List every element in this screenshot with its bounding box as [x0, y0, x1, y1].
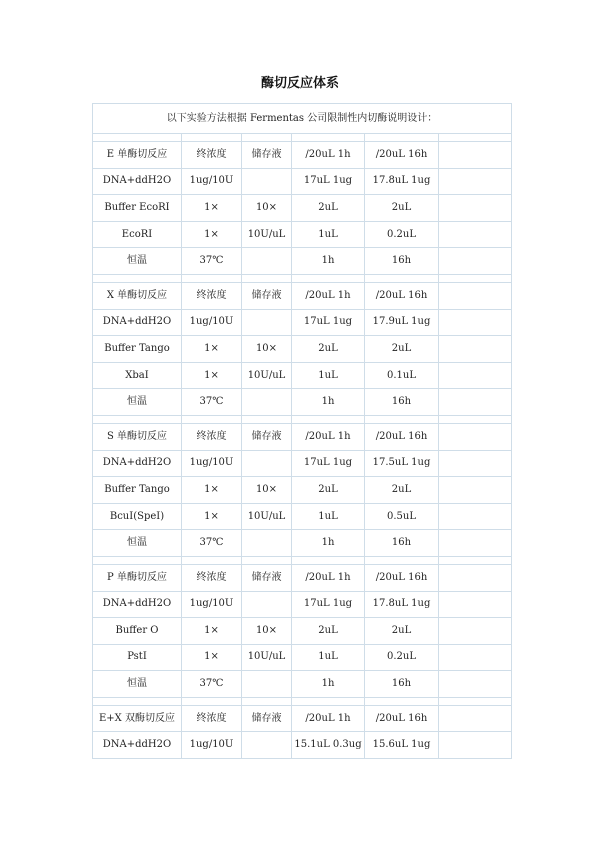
cell-extra — [439, 618, 512, 645]
cell-vol-16h: 2uL — [365, 477, 439, 504]
cell-vol-1h: 1h — [292, 530, 365, 557]
table-row — [93, 168, 512, 195]
cell-vol-16h: /20uL 16h — [365, 423, 439, 450]
cell-stock — [242, 450, 292, 477]
separator-cell — [93, 415, 182, 423]
cell-stock: 10U/uL — [242, 221, 292, 248]
cell-extra — [439, 282, 512, 309]
separator-cell — [182, 556, 242, 564]
cell-stock: 储存液 — [242, 423, 292, 450]
cell-final-conc: 1× — [182, 362, 242, 389]
cell-vol-16h: 0.2uL — [365, 221, 439, 248]
section-separator — [93, 697, 512, 705]
cell-vol-16h: 0.1uL — [365, 362, 439, 389]
cell-vol-1h: 17uL 1ug — [292, 591, 365, 618]
cell-final-conc: 37℃ — [182, 530, 242, 557]
cell-extra — [439, 591, 512, 618]
cell-stock — [242, 168, 292, 195]
cell-vol-1h: 2uL — [292, 336, 365, 363]
separator-cell — [242, 697, 292, 705]
cell-final-conc: 1× — [182, 477, 242, 504]
section-separator — [93, 556, 512, 564]
cell-stock — [242, 530, 292, 557]
section-header-row — [93, 423, 512, 450]
cell-item: BcuI(SpeI) — [93, 503, 182, 530]
separator-cell — [365, 556, 439, 564]
table-row — [93, 450, 512, 477]
cell-extra — [439, 221, 512, 248]
cell-vol-1h: 1uL — [292, 362, 365, 389]
cell-item: E+X 双酶切反应 — [93, 705, 182, 732]
cell-final-conc: 1× — [182, 503, 242, 530]
cell-final-conc: 37℃ — [182, 389, 242, 416]
separator-cell — [439, 134, 512, 142]
separator-cell — [365, 134, 439, 142]
cell-stock: 10U/uL — [242, 362, 292, 389]
cell-final-conc: 1ug/10U — [182, 309, 242, 336]
separator-cell — [93, 556, 182, 564]
cell-stock: 10× — [242, 195, 292, 222]
cell-extra — [439, 336, 512, 363]
cell-vol-1h: /20uL 1h — [292, 705, 365, 732]
table-row — [93, 336, 512, 363]
cell-final-conc: 37℃ — [182, 248, 242, 275]
cell-final-conc: 1× — [182, 336, 242, 363]
cell-stock: 储存液 — [242, 282, 292, 309]
cell-vol-1h: /20uL 1h — [292, 142, 365, 169]
separator-cell — [365, 697, 439, 705]
separator-cell — [439, 556, 512, 564]
separator-cell — [365, 274, 439, 282]
cell-extra — [439, 195, 512, 222]
cell-vol-16h: /20uL 16h — [365, 564, 439, 591]
cell-final-conc: 终浓度 — [182, 282, 242, 309]
cell-extra — [439, 248, 512, 275]
cell-extra — [439, 530, 512, 557]
cell-vol-16h: 16h — [365, 530, 439, 557]
cell-item: PstI — [93, 644, 182, 671]
cell-final-conc: 终浓度 — [182, 423, 242, 450]
section-header-row — [93, 142, 512, 169]
cell-vol-16h: 0.2uL — [365, 644, 439, 671]
cell-vol-1h: 15.1uL 0.3ug — [292, 732, 365, 759]
cell-item: S 单酶切反应 — [93, 423, 182, 450]
cell-vol-16h: 17.8uL 1ug — [365, 591, 439, 618]
cell-item: Buffer EcoRI — [93, 195, 182, 222]
cell-item: Buffer Tango — [93, 477, 182, 504]
cell-item: DNA+ddH2O — [93, 732, 182, 759]
cell-item: EcoRI — [93, 221, 182, 248]
separator-cell — [242, 556, 292, 564]
cell-vol-1h: 2uL — [292, 195, 365, 222]
separator-cell — [242, 274, 292, 282]
cell-item: X 单酶切反应 — [93, 282, 182, 309]
cell-stock: 10× — [242, 336, 292, 363]
cell-vol-1h: 17uL 1ug — [292, 309, 365, 336]
separator-cell — [93, 697, 182, 705]
section-separator — [93, 415, 512, 423]
digestion-table — [92, 103, 512, 759]
cell-vol-1h: 1uL — [292, 644, 365, 671]
cell-stock: 10U/uL — [242, 644, 292, 671]
cell-extra — [439, 389, 512, 416]
section-header-row — [93, 705, 512, 732]
cell-extra — [439, 450, 512, 477]
cell-stock — [242, 591, 292, 618]
separator-cell — [182, 134, 242, 142]
cell-vol-16h: 16h — [365, 248, 439, 275]
cell-extra — [439, 168, 512, 195]
cell-item: XbaI — [93, 362, 182, 389]
cell-final-conc: 1× — [182, 221, 242, 248]
separator-cell — [292, 134, 365, 142]
separator-cell — [242, 134, 292, 142]
cell-stock — [242, 671, 292, 698]
table-row — [93, 362, 512, 389]
cell-vol-1h: 1h — [292, 248, 365, 275]
cell-vol-1h: /20uL 1h — [292, 282, 365, 309]
cell-stock — [242, 248, 292, 275]
table-row — [93, 618, 512, 645]
separator-cell — [242, 415, 292, 423]
cell-item: 恒温 — [93, 248, 182, 275]
cell-item: DNA+ddH2O — [93, 591, 182, 618]
cell-vol-1h: 1h — [292, 389, 365, 416]
cell-final-conc: 终浓度 — [182, 564, 242, 591]
cell-vol-16h: 17.5uL 1ug — [365, 450, 439, 477]
cell-item: DNA+ddH2O — [93, 168, 182, 195]
separator-cell — [292, 274, 365, 282]
cell-vol-16h: 16h — [365, 671, 439, 698]
separator-cell — [292, 556, 365, 564]
cell-vol-16h: 2uL — [365, 336, 439, 363]
cell-vol-16h: 17.8uL 1ug — [365, 168, 439, 195]
cell-vol-1h: 1uL — [292, 503, 365, 530]
cell-final-conc: 37℃ — [182, 671, 242, 698]
separator-cell — [439, 415, 512, 423]
section-separator — [93, 274, 512, 282]
cell-item: 恒温 — [93, 671, 182, 698]
cell-stock — [242, 732, 292, 759]
cell-extra — [439, 362, 512, 389]
cell-stock — [242, 389, 292, 416]
cell-final-conc: 1ug/10U — [182, 168, 242, 195]
cell-item: Buffer Tango — [93, 336, 182, 363]
separator-cell — [292, 697, 365, 705]
cell-extra — [439, 309, 512, 336]
cell-item: 恒温 — [93, 530, 182, 557]
table-row — [93, 732, 512, 759]
cell-final-conc: 1× — [182, 644, 242, 671]
cell-vol-16h: 2uL — [365, 618, 439, 645]
cell-vol-16h: 15.6uL 1ug — [365, 732, 439, 759]
separator-cell — [365, 415, 439, 423]
separator-cell — [182, 274, 242, 282]
cell-vol-16h: /20uL 16h — [365, 142, 439, 169]
cell-vol-1h: 2uL — [292, 618, 365, 645]
cell-extra — [439, 644, 512, 671]
table-row — [93, 389, 512, 416]
intro-row — [93, 104, 512, 134]
cell-extra — [439, 705, 512, 732]
section-header-row — [93, 282, 512, 309]
separator-cell — [439, 274, 512, 282]
table-row — [93, 671, 512, 698]
cell-vol-16h: 0.5uL — [365, 503, 439, 530]
separator-cell — [182, 697, 242, 705]
cell-item: DNA+ddH2O — [93, 450, 182, 477]
cell-stock: 10U/uL — [242, 503, 292, 530]
cell-extra — [439, 671, 512, 698]
table-row — [93, 309, 512, 336]
cell-vol-16h: /20uL 16h — [365, 282, 439, 309]
cell-vol-1h: 17uL 1ug — [292, 450, 365, 477]
separator-cell — [439, 697, 512, 705]
separator-cell — [292, 415, 365, 423]
cell-item: 恒温 — [93, 389, 182, 416]
cell-final-conc: 1× — [182, 195, 242, 222]
table-row — [93, 503, 512, 530]
cell-vol-1h: /20uL 1h — [292, 564, 365, 591]
table-row — [93, 248, 512, 275]
cell-item: P 单酶切反应 — [93, 564, 182, 591]
cell-stock: 储存液 — [242, 564, 292, 591]
cell-vol-1h: 2uL — [292, 477, 365, 504]
table-row — [93, 591, 512, 618]
cell-vol-1h: /20uL 1h — [292, 423, 365, 450]
cell-item: DNA+ddH2O — [93, 309, 182, 336]
separator-cell — [182, 415, 242, 423]
cell-item: E 单酶切反应 — [93, 142, 182, 169]
cell-final-conc: 1ug/10U — [182, 591, 242, 618]
cell-item: Buffer O — [93, 618, 182, 645]
cell-final-conc: 终浓度 — [182, 705, 242, 732]
separator-cell — [93, 134, 182, 142]
cell-stock: 储存液 — [242, 705, 292, 732]
cell-extra — [439, 142, 512, 169]
table-row — [93, 530, 512, 557]
cell-vol-1h: 17uL 1ug — [292, 168, 365, 195]
cell-extra — [439, 423, 512, 450]
section-header-row — [93, 564, 512, 591]
cell-final-conc: 1ug/10U — [182, 450, 242, 477]
table-row — [93, 221, 512, 248]
cell-vol-16h: 2uL — [365, 195, 439, 222]
table-row — [93, 195, 512, 222]
cell-stock: 10× — [242, 477, 292, 504]
cell-vol-16h: /20uL 16h — [365, 705, 439, 732]
separator-cell — [93, 274, 182, 282]
table-row — [93, 477, 512, 504]
page-title: 酶切反应体系 — [260, 76, 339, 91]
cell-extra — [439, 564, 512, 591]
table-row — [93, 644, 512, 671]
intro-text: 以下实验方法根据 Fermentas 公司限制性内切酶说明设计： — [93, 104, 512, 134]
cell-extra — [439, 732, 512, 759]
cell-stock: 10× — [242, 618, 292, 645]
cell-extra — [439, 477, 512, 504]
cell-extra — [439, 503, 512, 530]
cell-stock: 储存液 — [242, 142, 292, 169]
cell-final-conc: 1ug/10U — [182, 732, 242, 759]
section-separator — [93, 134, 512, 142]
cell-vol-16h: 16h — [365, 389, 439, 416]
cell-final-conc: 1× — [182, 618, 242, 645]
cell-stock — [242, 309, 292, 336]
cell-vol-1h: 1h — [292, 671, 365, 698]
cell-final-conc: 终浓度 — [182, 142, 242, 169]
cell-vol-1h: 1uL — [292, 221, 365, 248]
cell-vol-16h: 17.9uL 1ug — [365, 309, 439, 336]
